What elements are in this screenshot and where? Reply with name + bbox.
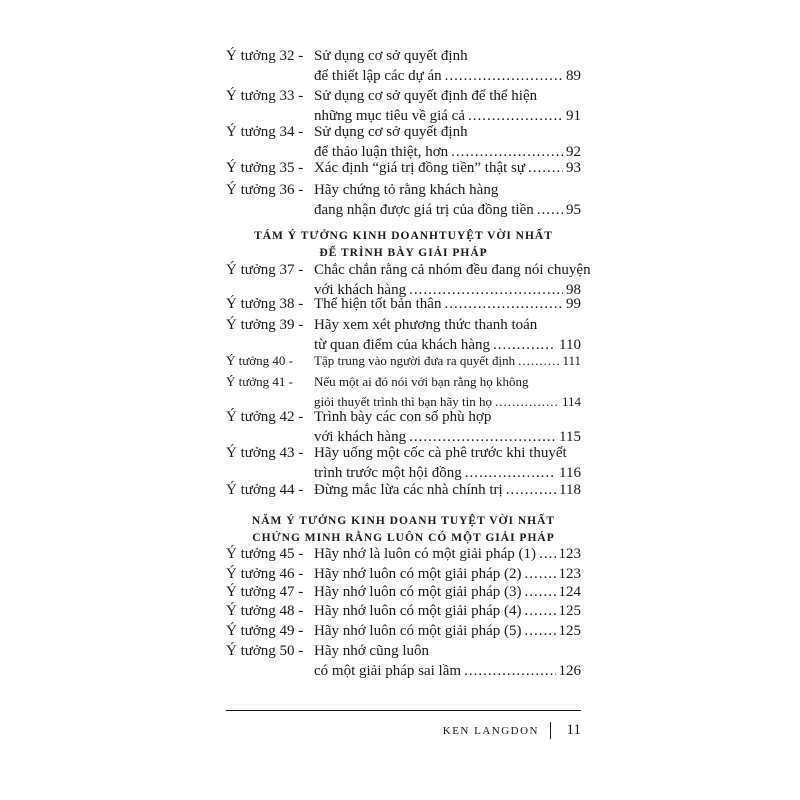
entry-number: Ý tưởng 42 - [226, 409, 304, 425]
dot-leader [518, 351, 559, 371]
footer-author: KEN LANGDON [442, 725, 539, 737]
page-ref: 116 [559, 465, 581, 481]
entry-title: Hãy nhớ luôn có một giải pháp (3) [314, 584, 522, 600]
page-ref: 99 [566, 296, 581, 312]
entry-title: với khách hàng [314, 282, 407, 298]
dot-leader [524, 564, 555, 584]
dot-leader [524, 621, 555, 641]
entry-title: Sử dụng cơ sở quyết định để thể hiện [314, 88, 538, 104]
dot-leader [539, 544, 555, 564]
entry-title: Xác định “giá trị đồng tiền” thật sự [314, 160, 525, 176]
entry-number: Ý tưởng 36 - [226, 182, 304, 198]
entry-title: có một giải pháp sai lầm [314, 663, 462, 679]
entry-number: Ý tưởng 41 - [226, 374, 293, 389]
entry-title: Hãy nhớ luôn có một giải pháp (5) [314, 623, 522, 639]
entry-title: Trình bày các con số phù hợp [314, 409, 492, 425]
entry-title: Hãy nhớ luôn có một giải pháp (2) [314, 566, 522, 582]
entry-number: Ý tưởng 35 - [226, 160, 304, 176]
footer-rule [226, 710, 581, 711]
entry-number: Ý tưởng 47 - [226, 584, 304, 600]
entry-title: Nếu một ai đó nói với bạn rằng họ không [314, 374, 529, 389]
entry-title: với khách hàng [314, 429, 407, 445]
page-ref: 89 [566, 68, 581, 84]
entry-title: Hãy nhớ luôn có một giải pháp (4) [314, 603, 522, 619]
page-ref: 123 [558, 546, 581, 562]
section-heading-presenting [226, 228, 581, 262]
page-ref: 114 [561, 394, 581, 409]
page-ref: 124 [558, 584, 581, 600]
entry-title: Sử dụng cơ sở quyết định [314, 48, 468, 64]
entry-number: Ý tưởng 44 - [226, 482, 304, 498]
entry-title: Sử dụng cơ sở quyết định [314, 124, 468, 140]
entry-title: trình trước một hội đồng [314, 465, 462, 481]
section-heading-line: CHỨNG MINH RẰNG LUÔN CÓ MỘT GIẢI PHÁP [252, 532, 555, 544]
page-ref: 126 [558, 663, 581, 679]
dot-leader [524, 601, 555, 621]
entry-title: Đừng mắc lừa các nhà chính trị [314, 482, 503, 498]
dot-leader [506, 480, 556, 500]
entry-number: Ý tưởng 37 - [226, 262, 304, 278]
section-heading-line: ĐỂ TRÌNH BÀY GIẢI PHÁP [319, 247, 488, 259]
entry-title: đang nhận được giá trị của đồng tiền [314, 202, 534, 218]
page-ref: 110 [559, 337, 581, 353]
entry-title: Hãy nhớ cũng luôn [314, 643, 429, 659]
entry-number: Ý tưởng 45 - [226, 546, 304, 562]
page-ref: 125 [558, 603, 581, 619]
entry-title: Hãy nhớ là luôn có một giải pháp (1) [314, 546, 537, 562]
footer-page-number: 11 [566, 722, 581, 738]
entry-number: Ý tưởng 38 - [226, 296, 304, 312]
footer-divider [550, 722, 551, 739]
entry-title: Hãy uống một cốc cà phê trước khi thuyết [314, 445, 567, 461]
page-ref: 95 [566, 202, 581, 218]
entry-number: Ý tưởng 32 - [226, 48, 304, 64]
dot-leader [444, 294, 563, 314]
page-footer [226, 722, 581, 740]
entry-title: Thể hiện tốt bản thân [314, 296, 442, 312]
entry-title: giỏi thuyết trình thì bạn hãy tin họ [314, 394, 493, 409]
page-ref: 98 [566, 282, 581, 298]
entry-title: Chắc chắn rằng cả nhóm đều đang nói chuyện [314, 262, 591, 278]
entry-title: Hãy chứng tỏ rằng khách hàng [314, 182, 499, 198]
dot-leader [537, 200, 563, 220]
section-heading-line: NĂM Ý TƯỞNG KINH DOANH TUYỆT VỜI NHẤT [251, 515, 556, 527]
page-ref: 91 [566, 108, 581, 124]
dot-leader [464, 661, 555, 681]
dot-leader [528, 158, 563, 178]
entry-title: để thảo luận thiệt, hơn [314, 144, 449, 160]
entry-number: Ý tưởng 39 - [226, 317, 304, 333]
entry-number: Ý tưởng 43 - [226, 445, 304, 461]
page-ref: 93 [566, 160, 581, 176]
entry-number: Ý tưởng 46 - [226, 566, 304, 582]
section-heading-line: TÁM Ý TƯỞNG KINH DOANHTUYỆT VỜI NHẤT [254, 230, 553, 242]
entry-number: Ý tưởng 40 - [226, 353, 293, 368]
entry-title: để thiết lập các dự án [314, 68, 442, 84]
section-heading-solution [226, 513, 581, 547]
entry-title: Tập trung vào người đưa ra quyết định [314, 353, 516, 368]
entry-title: từ quan điểm của khách hàng [314, 337, 490, 353]
entry-number: Ý tưởng 33 - [226, 88, 304, 104]
entry-title: Hãy xem xét phương thức thanh toán [314, 317, 538, 333]
dot-leader [524, 582, 555, 602]
entry-title: những mục tiêu về giá cả [314, 108, 465, 124]
page-ref: 123 [558, 566, 581, 582]
entry-number: Ý tưởng 48 - [226, 603, 304, 619]
entry-number: Ý tưởng 34 - [226, 124, 304, 140]
entry-number: Ý tưởng 50 - [226, 643, 304, 659]
page-ref: 115 [559, 429, 581, 445]
entry-number: Ý tưởng 49 - [226, 623, 304, 639]
page-ref: 125 [558, 623, 581, 639]
dot-leader [445, 66, 563, 86]
page-ref: 118 [559, 482, 581, 498]
page-ref: 111 [562, 353, 581, 368]
page-ref: 92 [566, 144, 581, 160]
